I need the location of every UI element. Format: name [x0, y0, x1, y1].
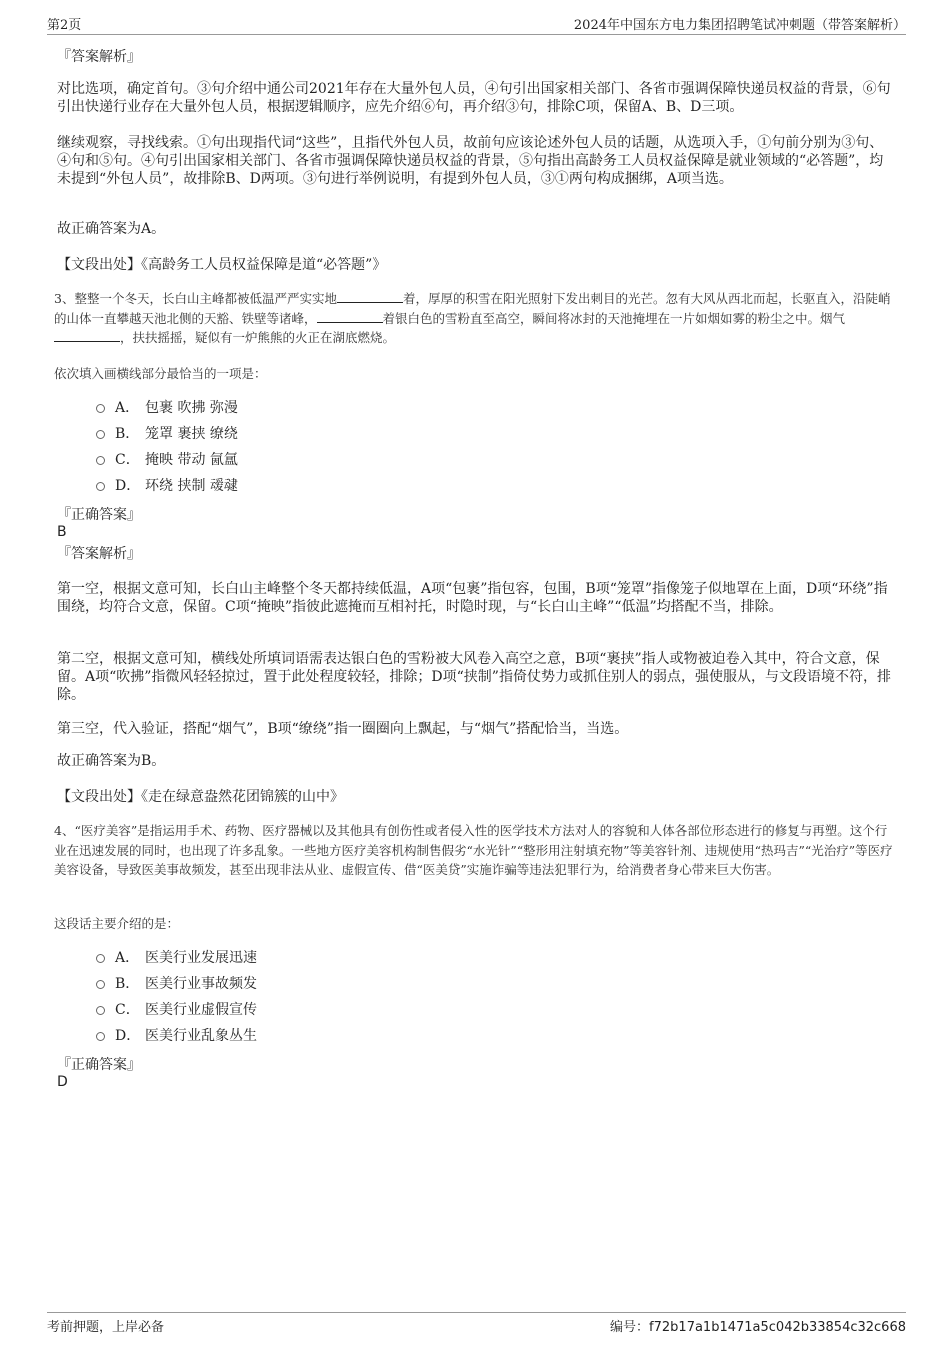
option-key: D．	[115, 1028, 141, 1044]
radio-icon[interactable]	[96, 980, 105, 989]
q3-analysis-label: 『答案解析』	[57, 546, 141, 562]
q3-analysis-p4: 故正确答案为B。	[57, 753, 166, 769]
blank-3	[54, 329, 120, 342]
option-text: 医美行业发展迅速	[145, 950, 257, 966]
q3-source: 【文段出处】《走在绿意盎然花团锦簇的山中》	[57, 789, 344, 805]
option-key: B．	[115, 976, 140, 992]
option-text: 环绕 挟制 叆叇	[145, 478, 238, 494]
option-key: D．	[115, 478, 141, 494]
q2-analysis-p2: 继续观察，寻找线索。①句出现指代词“这些”，且指代外包人员，故前句应该论述外包人员的话题，从选项入手，①句前分别为③句、④句和⑤句。④句引出国家相关部门、各省市强调保障快递员权益的背景，⑤句指出高龄务工人员权益保障是就业领域的“必答题”，均未提到“外包人员”，故排除B、D两项。③句进行举例说明，有提到外包人员，③①两句构成捆绑，A项当选。	[57, 135, 884, 187]
page-footer	[47, 1312, 906, 1335]
q3-option-d[interactable]	[96, 476, 238, 496]
document-code: 编号：f72b17a1b1471a5c042b33854c32c668	[610, 1320, 906, 1335]
radio-icon[interactable]	[96, 1006, 105, 1015]
q3-answer: B	[57, 524, 67, 540]
q4-option-d[interactable]	[96, 1026, 257, 1046]
q2-source: 【文段出处】《高龄务工人员权益保障是道“必答题”》	[57, 257, 387, 273]
q4-option-b[interactable]	[96, 974, 257, 994]
document-title: 2024年中国东方电力集团招聘笔试冲刺题（带答案解析）	[573, 18, 906, 33]
q3-stem-part-4: ，扶扶摇摇，疑似有一炉熊熊的火正在湖底燃烧。	[120, 330, 396, 345]
q3-stem-part-3: 着银白色的雪粉直至高空，瞬间将冰封的天池掩埋在一片如烟如雾的粉尘之中。烟气	[382, 310, 846, 326]
q2-analysis-p3: 故正确答案为A。	[57, 221, 166, 237]
q3-analysis-p3: 第三空，代入验证，搭配“烟气”，B项“缭绕”指一圈圈向上飘起，与“烟气”搭配恰当，当选。	[57, 721, 629, 737]
q4-option-c[interactable]	[96, 1000, 257, 1020]
option-text: 医美行业乱象丛生	[145, 1028, 257, 1044]
option-key: A．	[115, 950, 140, 966]
q3-stem-part-2: 着，厚厚的积雪在阳光照射下发出刺目的光芒。忽有大风从西北而起，长驱直入，沿陡峭的山体一直攀越天池北侧的天豁、铁壁等诸峰，	[54, 291, 891, 326]
q3-prompt: 依次填入画横线部分最恰当的一项是：	[54, 366, 267, 381]
q3-answer-label: 『正确答案』	[57, 507, 141, 523]
q3-stem-part-1: 3、整整一个冬天，长白山主峰都被低温严严实实地	[54, 291, 337, 306]
blank-2	[317, 310, 383, 323]
q3-stem	[54, 289, 894, 348]
q4-answer-label: 『正确答案』	[57, 1057, 141, 1073]
blank-1	[337, 290, 403, 303]
radio-icon[interactable]	[96, 404, 105, 413]
q4-answer: D	[57, 1074, 68, 1090]
q4-stem: 4、“医疗美容”是指运用手术、药物、医疗器械以及其他具有创伤性或者侵入性的医学技术方法对人的容貌和人体各部位形态进行的修复与再塑。这个行业在迅速发展的同时，也出现了许多乱象。一些地方医疗美容机构制售假劣“水光针”“整形用注射填充物”等美容针剂、违规使用“热玛吉”“光治疗”等医疗美容设备，导致医美事故频发，甚至出现非法从业、虚假宣传、借“医美贷”实施诈骗等违法犯罪行为，给消费者身心带来巨大伤害。	[54, 823, 893, 877]
q3-option-b[interactable]	[96, 424, 238, 444]
page-header	[47, 14, 906, 35]
q2-analysis-p1: 对比选项，确定首句。③句介绍中通公司2021年存在大量外包人员，④句引出国家相关部门、各省市强调保障快递员权益的背景，⑥句引出快递行业存在大量外包人员，根据逻辑顺序，应先介绍⑥句，再介绍③句，排除C项，保留A、B、D三项。	[57, 81, 891, 115]
option-key: A．	[115, 400, 140, 416]
footer-slogan: 考前押题，上岸必备	[47, 1320, 165, 1335]
option-text: 包裹 吹拂 弥漫	[145, 400, 238, 416]
option-key: C．	[115, 452, 140, 468]
option-text: 笼罩 裹挟 缭绕	[145, 426, 238, 442]
option-key: C．	[115, 1002, 140, 1018]
option-text: 医美行业虚假宣传	[145, 1002, 257, 1018]
option-key: B．	[115, 426, 140, 442]
radio-icon[interactable]	[96, 456, 105, 465]
radio-icon[interactable]	[96, 482, 105, 491]
q2-analysis-label: 『答案解析』	[57, 49, 141, 65]
q4-option-a[interactable]	[96, 948, 257, 968]
q4-prompt: 这段话主要介绍的是：	[54, 916, 180, 931]
option-text: 掩映 带动 氤氲	[145, 452, 238, 468]
q3-option-c[interactable]	[96, 450, 238, 470]
page-number: 第2页	[47, 18, 82, 33]
q3-analysis-p2: 第二空，根据文意可知，横线处所填词语需表达银白色的雪粉被大风卷入高空之意，B项“裹挟”指人或物被迫卷入其中，符合文意，保留。A项“吹拂”指微风轻轻掠过，置于此处程度较轻，排除；D项“挟制”指倚仗势力或抓住别人的弱点，强使服从，与文段语境不符，排除。	[57, 651, 891, 703]
radio-icon[interactable]	[96, 430, 105, 439]
radio-icon[interactable]	[96, 954, 105, 963]
q3-analysis-p1: 第一空，根据文意可知，长白山主峰整个冬天都持续低温，A项“包裹”指包容，包围，B项“笼罩”指像笼子似地罩在上面，D项“环绕”指围绕，均符合文意，保留。C项“掩映”指彼此遮掩而互相衬托，时隐时现，与“长白山主峰”“低温”均搭配不当，排除。	[57, 581, 888, 615]
radio-icon[interactable]	[96, 1032, 105, 1041]
option-text: 医美行业事故频发	[145, 976, 257, 992]
q3-option-a[interactable]	[96, 398, 238, 418]
